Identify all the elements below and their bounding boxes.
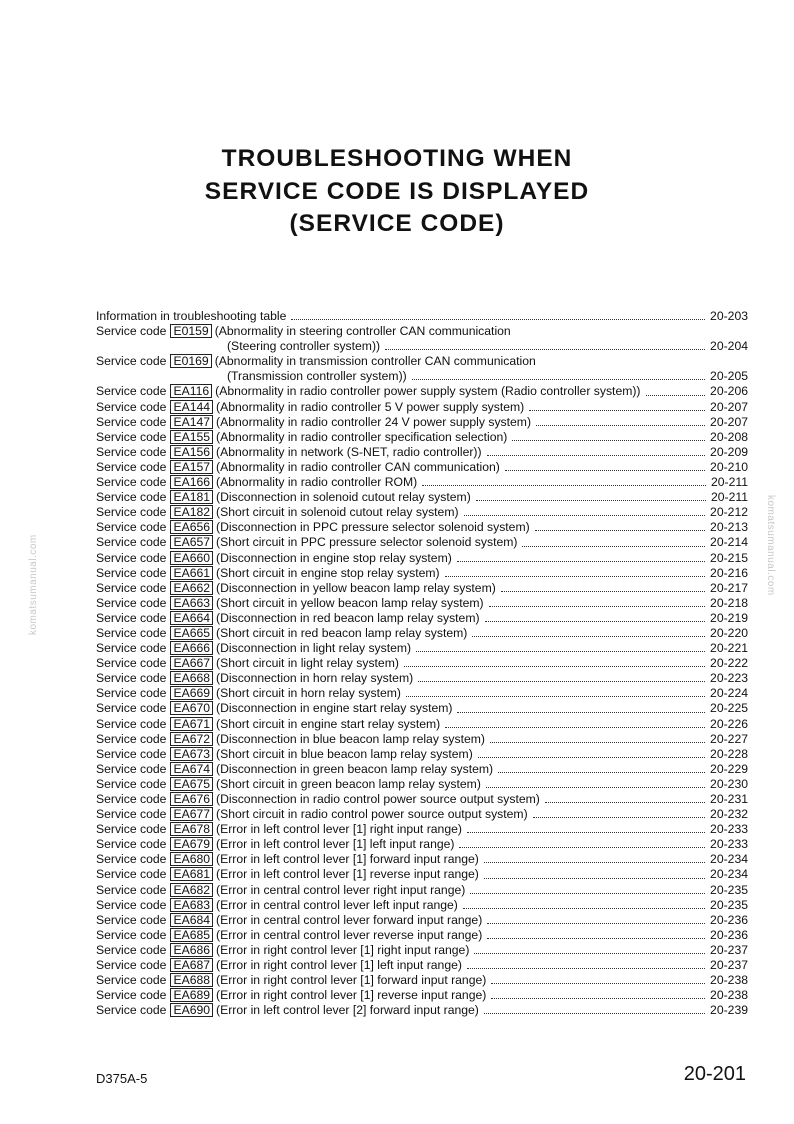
- toc-entry[interactable]: [96, 988, 748, 1003]
- dot-leader: [535, 521, 705, 531]
- service-code-box: EA182: [170, 505, 213, 519]
- entry-description: (Short circuit in PPC pressure selector solenoid system): [216, 535, 518, 550]
- entry-page: 20-237: [710, 942, 748, 957]
- toc-entry[interactable]: [96, 505, 748, 520]
- service-code-box: EA678: [170, 822, 213, 836]
- toc-entry-continuation[interactable]: [96, 369, 748, 384]
- dot-leader: [487, 929, 705, 939]
- entry-page: 20-207: [710, 399, 748, 414]
- entry-description: (Disconnection in yellow beacon lamp relay system): [216, 580, 496, 595]
- service-code-prefix: Service code: [96, 565, 167, 580]
- entry-description: (Short circuit in engine stop relay system): [216, 565, 440, 580]
- dot-leader: [445, 567, 705, 577]
- service-code-prefix: Service code: [96, 792, 167, 806]
- entry-page: 20-226: [710, 716, 748, 731]
- dot-leader: [489, 597, 705, 607]
- page-title: [0, 143, 794, 241]
- service-code-prefix: Service code: [96, 973, 167, 988]
- entry-page: 20-222: [710, 656, 748, 671]
- dot-leader: [476, 491, 706, 501]
- entry-page: 20-216: [710, 565, 748, 580]
- entry-page: 20-232: [710, 807, 748, 822]
- toc-entry[interactable]: [96, 792, 748, 807]
- entry-page: 20-209: [710, 444, 748, 459]
- service-code-prefix: Service code: [96, 324, 167, 339]
- entry-description: (Short circuit in yellow beacon lamp relay system): [216, 595, 484, 610]
- entry-page: 20-211: [710, 490, 748, 505]
- toc-entry[interactable]: [96, 415, 748, 430]
- entry-page: 20-236: [710, 912, 748, 927]
- dot-leader: [464, 506, 706, 516]
- service-code-prefix: Service code: [96, 761, 167, 776]
- dot-leader: [418, 672, 705, 682]
- service-code-prefix: Service code: [96, 475, 167, 490]
- service-code-box: E0169: [170, 354, 211, 368]
- entry-page: 20-234: [710, 867, 748, 882]
- entry-description: (Error in right control lever [1] right input range): [216, 942, 470, 957]
- dot-leader: [536, 416, 705, 426]
- watermark-left: komatsumanual.com: [28, 534, 39, 635]
- entry-description: (Error in right control lever [1] forward input range): [216, 973, 487, 988]
- dot-leader: [404, 657, 705, 667]
- entry-description: (Error in left control lever [1] right input range): [216, 822, 462, 837]
- service-code-box: EA656: [170, 520, 213, 534]
- dot-leader: [501, 582, 705, 592]
- entry-page: 20-224: [710, 686, 748, 701]
- dot-leader: [484, 1004, 705, 1014]
- entry-page: 20-235: [710, 882, 748, 897]
- footer-model: D375A-5: [96, 1071, 148, 1086]
- service-code-box: EA157: [170, 460, 213, 474]
- entry-description: (Short circuit in red beacon lamp relay system): [216, 625, 468, 640]
- service-code-box: E0159: [170, 324, 211, 338]
- service-code-box: EA670: [170, 701, 213, 715]
- service-code-prefix: Service code: [96, 595, 167, 610]
- toc-entry[interactable]: [96, 566, 748, 581]
- service-code-box: EA673: [170, 747, 213, 761]
- service-code-box: EA668: [170, 671, 213, 685]
- title-line-2: SERVICE CODE IS DISPLAYED: [204, 177, 590, 205]
- toc-entry[interactable]: [96, 686, 748, 701]
- toc-entry[interactable]: [96, 837, 748, 852]
- entry-description: Information in troubleshooting table: [96, 309, 287, 323]
- service-code-prefix: Service code: [96, 399, 167, 414]
- entry-description: (Abnormality in radio controller ROM): [216, 475, 418, 490]
- toc-entry[interactable]: [96, 656, 748, 671]
- service-code-box: EA684: [170, 913, 213, 927]
- entry-description: (Error in central control lever reverse input range): [216, 927, 483, 942]
- service-code-box: EA666: [170, 641, 213, 655]
- entry-description: (Disconnection in solenoid cutout relay system): [216, 490, 471, 505]
- entry-page: 20-233: [710, 837, 748, 852]
- toc-entry[interactable]: [96, 928, 748, 943]
- entry-page: 20-218: [710, 595, 748, 610]
- entry-description: (Disconnection in blue beacon lamp relay system): [216, 731, 485, 746]
- dot-leader: [406, 687, 705, 697]
- dot-leader: [498, 763, 705, 773]
- dot-leader: [484, 869, 705, 879]
- service-code-prefix: Service code: [96, 656, 167, 671]
- service-code-box: EA147: [170, 415, 213, 429]
- dot-leader: [459, 838, 705, 848]
- service-code-box: EA155: [170, 430, 213, 444]
- service-code-prefix: Service code: [96, 444, 167, 459]
- entry-page: 20-221: [710, 641, 748, 656]
- entry-description: (Short circuit in blue beacon lamp relay system): [216, 746, 473, 761]
- entry-page: 20-233: [710, 822, 748, 837]
- service-code-box: EA674: [170, 762, 213, 776]
- entry-page: 20-228: [710, 746, 748, 761]
- service-code-box: EA156: [170, 445, 213, 459]
- entry-description: (Short circuit in horn relay system): [216, 686, 401, 701]
- entry-page: 20-204: [710, 339, 748, 354]
- entry-description: (Short circuit in engine start relay system): [216, 716, 441, 731]
- entry-page: 20-229: [710, 761, 748, 776]
- service-code-prefix: Service code: [96, 988, 167, 1003]
- entry-page: 20-211: [710, 475, 748, 490]
- entry-page: 20-230: [710, 776, 748, 791]
- service-code-prefix: Service code: [96, 852, 167, 867]
- service-code-prefix: Service code: [96, 520, 167, 535]
- dot-leader: [533, 808, 705, 818]
- dot-leader: [484, 853, 705, 863]
- dot-leader: [470, 884, 705, 894]
- entry-description: (Disconnection in green beacon lamp relay system): [216, 761, 494, 776]
- service-code-box: EA681: [170, 867, 213, 881]
- entry-description: (Disconnection in engine stop relay system): [216, 550, 452, 565]
- entry-page: 20-203: [710, 309, 748, 323]
- service-code-prefix: Service code: [96, 731, 167, 746]
- entry-page: 20-239: [710, 1003, 748, 1018]
- service-code-prefix: Service code: [96, 580, 167, 595]
- service-code-box: EA667: [170, 656, 213, 670]
- service-code-box: EA685: [170, 928, 213, 942]
- toc-entry[interactable]: [96, 384, 748, 399]
- toc-entry[interactable]: [96, 324, 748, 339]
- entry-description: (Error in left control lever [1] forward input range): [216, 852, 479, 867]
- service-code-box: EA689: [170, 988, 213, 1002]
- service-code-prefix: Service code: [96, 822, 167, 837]
- service-code-box: EA664: [170, 611, 213, 625]
- watermark-right: komatsumanual.com: [765, 495, 776, 596]
- service-code-prefix: Service code: [96, 912, 167, 927]
- entry-description: (Abnormality in radio controller 24 V power supply system): [216, 414, 532, 429]
- dot-leader: [487, 914, 705, 924]
- entry-page: 20-235: [710, 897, 748, 912]
- entry-description: (Error in central control lever right input range): [216, 882, 466, 897]
- service-code-box: EA657: [170, 535, 213, 549]
- service-code-prefix: Service code: [96, 776, 167, 791]
- entry-page: 20-213: [710, 520, 748, 535]
- entry-description: (Disconnection in red beacon lamp relay system): [216, 610, 480, 625]
- entry-description: (Disconnection in radio control power source output system): [216, 792, 540, 806]
- dot-leader: [491, 974, 705, 984]
- dot-leader: [485, 612, 705, 622]
- dot-leader: [486, 778, 705, 788]
- entry-page: 20-215: [710, 550, 748, 565]
- entry-page: 20-206: [710, 384, 748, 399]
- dot-leader: [385, 340, 705, 350]
- toc-entry[interactable]: [96, 762, 748, 777]
- service-code-box: EA677: [170, 807, 213, 821]
- dot-leader: [416, 642, 705, 652]
- toc-entry[interactable]: [96, 641, 748, 656]
- entry-page: 20-205: [710, 369, 748, 384]
- entry-description: (Disconnection in engine start relay system): [216, 701, 453, 716]
- toc-entry-continuation[interactable]: [96, 339, 748, 354]
- entry-description: (Error in left control lever [1] left input range): [216, 837, 455, 852]
- entry-page: 20-210: [710, 459, 748, 474]
- service-code-prefix: Service code: [96, 716, 167, 731]
- dot-leader: [291, 310, 705, 320]
- service-code-prefix: Service code: [96, 746, 167, 761]
- entry-description: (Abnormality in radio controller 5 V power supply system): [216, 399, 525, 414]
- entry-page: 20-223: [710, 671, 748, 686]
- dot-leader: [512, 431, 705, 441]
- toc-entry[interactable]: [96, 1003, 748, 1018]
- toc-entry[interactable]: [96, 747, 748, 762]
- service-code-box: EA661: [170, 566, 213, 580]
- entry-description-continued: (Transmission controller system)): [227, 369, 407, 384]
- entry-page: 20-212: [710, 505, 748, 520]
- dot-leader: [445, 718, 705, 728]
- toc-entry[interactable]: [96, 822, 748, 837]
- entry-page: 20-238: [710, 973, 748, 988]
- entry-description: (Error in left control lever [2] forward input range): [216, 1003, 479, 1018]
- toc-entry[interactable]: [96, 490, 748, 505]
- entry-page: 20-225: [710, 701, 748, 716]
- service-code-prefix: Service code: [96, 958, 167, 973]
- toc-entry[interactable]: [96, 611, 748, 626]
- entry-description: (Error in right control lever [1] reverse input range): [216, 988, 487, 1003]
- entry-description: (Disconnection in light relay system): [216, 641, 412, 656]
- dot-leader: [522, 537, 705, 547]
- dot-leader: [463, 899, 705, 909]
- service-code-prefix: Service code: [96, 686, 167, 701]
- service-code-box: EA669: [170, 686, 213, 700]
- toc-entry[interactable]: [96, 551, 748, 566]
- dot-leader: [472, 627, 705, 637]
- service-code-box: EA686: [170, 943, 213, 957]
- service-code-prefix: Service code: [96, 897, 167, 912]
- dot-leader: [478, 748, 705, 758]
- service-code-prefix: Service code: [96, 942, 167, 957]
- service-code-prefix: Service code: [96, 641, 167, 656]
- service-code-prefix: Service code: [96, 837, 167, 852]
- entry-description: (Short circuit in radio control power source output system): [216, 807, 528, 822]
- service-code-prefix: Service code: [96, 414, 167, 429]
- dot-leader: [474, 944, 705, 954]
- entry-description: (Abnormality in radio controller power supply system (Radio controller system)): [215, 384, 641, 399]
- toc-entry[interactable]: [96, 852, 748, 867]
- service-code-prefix: Service code: [96, 505, 167, 520]
- toc-entry[interactable]: [96, 717, 748, 732]
- entry-page: 20-217: [710, 580, 748, 595]
- entry-page: 20-238: [710, 988, 748, 1003]
- service-code-prefix: Service code: [96, 459, 167, 474]
- service-code-prefix: Service code: [96, 384, 167, 399]
- entry-description-continued: (Steering controller system)): [227, 339, 381, 354]
- service-code-prefix: Service code: [96, 354, 167, 369]
- entry-page: 20-234: [710, 852, 748, 867]
- service-code-box: EA662: [170, 581, 213, 595]
- service-code-box: EA660: [170, 551, 213, 565]
- service-code-box: EA672: [170, 732, 213, 746]
- entry-description: (Abnormality in radio controller specification selection): [216, 429, 508, 444]
- toc-entry[interactable]: [96, 445, 748, 460]
- toc-entry[interactable]: [96, 475, 748, 490]
- toc-entry[interactable]: [96, 943, 748, 958]
- service-code-prefix: Service code: [96, 671, 167, 686]
- service-code-prefix: Service code: [96, 807, 167, 822]
- entry-description: (Short circuit in light relay system): [216, 656, 399, 671]
- entry-page: 20-237: [710, 958, 748, 973]
- entry-page: 20-208: [710, 429, 748, 444]
- dot-leader: [467, 823, 705, 833]
- entry-description: (Disconnection in horn relay system): [216, 671, 414, 686]
- toc-entry[interactable]: [96, 958, 748, 973]
- dot-leader: [529, 401, 705, 411]
- dot-leader: [545, 793, 705, 803]
- entry-page: 20-236: [710, 927, 748, 942]
- entry-page: 20-219: [710, 610, 748, 625]
- table-of-contents: [96, 309, 748, 1018]
- service-code-prefix: Service code: [96, 625, 167, 640]
- entry-page: 20-214: [710, 535, 748, 550]
- service-code-prefix: Service code: [96, 490, 167, 505]
- toc-entry[interactable]: [96, 596, 748, 611]
- entry-description: (Error in right control lever [1] left input range): [216, 958, 462, 973]
- service-code-box: EA675: [170, 777, 213, 791]
- toc-entry[interactable]: [96, 430, 748, 445]
- service-code-prefix: Service code: [96, 701, 167, 716]
- entry-page: 20-207: [710, 414, 748, 429]
- toc-entry[interactable]: [96, 913, 748, 928]
- service-code-prefix: Service code: [96, 429, 167, 444]
- service-code-box: EA676: [170, 792, 213, 806]
- footer-page-number: 20-201: [683, 1063, 746, 1085]
- title-line-1: TROUBLESHOOTING WHEN: [221, 145, 573, 172]
- toc-entry[interactable]: [96, 535, 748, 550]
- service-code-box: EA116: [170, 384, 212, 398]
- service-code-box: EA679: [170, 837, 213, 851]
- service-code-box: EA680: [170, 852, 213, 866]
- entry-page: 20-231: [710, 792, 748, 806]
- entry-page: 20-220: [710, 625, 748, 640]
- toc-entry[interactable]: [96, 898, 748, 913]
- entry-description: (Error in central control lever left input range): [216, 897, 458, 912]
- service-code-prefix: Service code: [96, 535, 167, 550]
- service-code-box: EA682: [170, 883, 213, 897]
- service-code-prefix: Service code: [96, 882, 167, 897]
- toc-entry[interactable]: [96, 807, 748, 822]
- toc-entry[interactable]: [96, 701, 748, 716]
- service-code-box: EA683: [170, 898, 213, 912]
- entry-description: (Abnormality in transmission controller CAN communication: [214, 354, 536, 369]
- toc-entry[interactable]: [96, 400, 748, 415]
- entry-description: (Error in central control lever forward input range): [216, 912, 483, 927]
- service-code-prefix: Service code: [96, 550, 167, 565]
- toc-entry[interactable]: [96, 777, 748, 792]
- entry-description: (Abnormality in radio controller CAN communication): [216, 459, 500, 474]
- toc-entry[interactable]: [96, 867, 748, 882]
- service-code-prefix: Service code: [96, 610, 167, 625]
- entry-description: (Short circuit in green beacon lamp relay system): [216, 776, 481, 791]
- service-code-prefix: Service code: [96, 1003, 167, 1018]
- service-code-box: EA166: [170, 475, 213, 489]
- dot-leader: [412, 370, 705, 380]
- service-code-box: EA663: [170, 596, 213, 610]
- service-code-box: EA144: [170, 400, 213, 414]
- service-code-box: EA671: [170, 717, 213, 731]
- dot-leader: [422, 476, 706, 486]
- dot-leader: [491, 989, 705, 999]
- toc-entry[interactable]: [96, 671, 748, 686]
- dot-leader: [487, 446, 706, 456]
- toc-entry[interactable]: [96, 354, 748, 369]
- service-code-box: EA688: [170, 973, 213, 987]
- entry-description: (Short circuit in solenoid cutout relay system): [216, 505, 459, 520]
- service-code-prefix: Service code: [96, 867, 167, 882]
- service-code-box: EA665: [170, 626, 213, 640]
- dot-leader: [505, 461, 705, 471]
- service-code-box: EA181: [170, 490, 213, 504]
- service-code-box: EA687: [170, 958, 213, 972]
- toc-entry[interactable]: [96, 626, 748, 641]
- service-code-box: EA690: [170, 1003, 213, 1017]
- toc-entry[interactable]: [96, 581, 748, 596]
- toc-entry[interactable]: [96, 883, 748, 898]
- toc-entry[interactable]: [96, 460, 748, 475]
- dot-leader: [457, 552, 705, 562]
- service-code-prefix: Service code: [96, 927, 167, 942]
- dot-leader: [646, 386, 706, 396]
- toc-entry[interactable]: [96, 732, 748, 747]
- entry-description: (Abnormality in network (S-NET, radio controller)): [216, 444, 482, 459]
- entry-description: (Disconnection in PPC pressure selector solenoid system): [216, 520, 530, 535]
- entry-description: (Abnormality in steering controller CAN communication: [214, 324, 511, 339]
- entry-description: (Error in left control lever [1] reverse input range): [216, 867, 479, 882]
- toc-entry[interactable]: [96, 520, 748, 535]
- title-line-3: (SERVICE CODE): [289, 210, 505, 237]
- toc-entry[interactable]: [96, 309, 748, 324]
- dot-leader: [467, 959, 705, 969]
- entry-page: 20-227: [710, 731, 748, 746]
- dot-leader: [457, 703, 705, 713]
- dot-leader: [490, 733, 705, 743]
- toc-entry[interactable]: [96, 973, 748, 988]
